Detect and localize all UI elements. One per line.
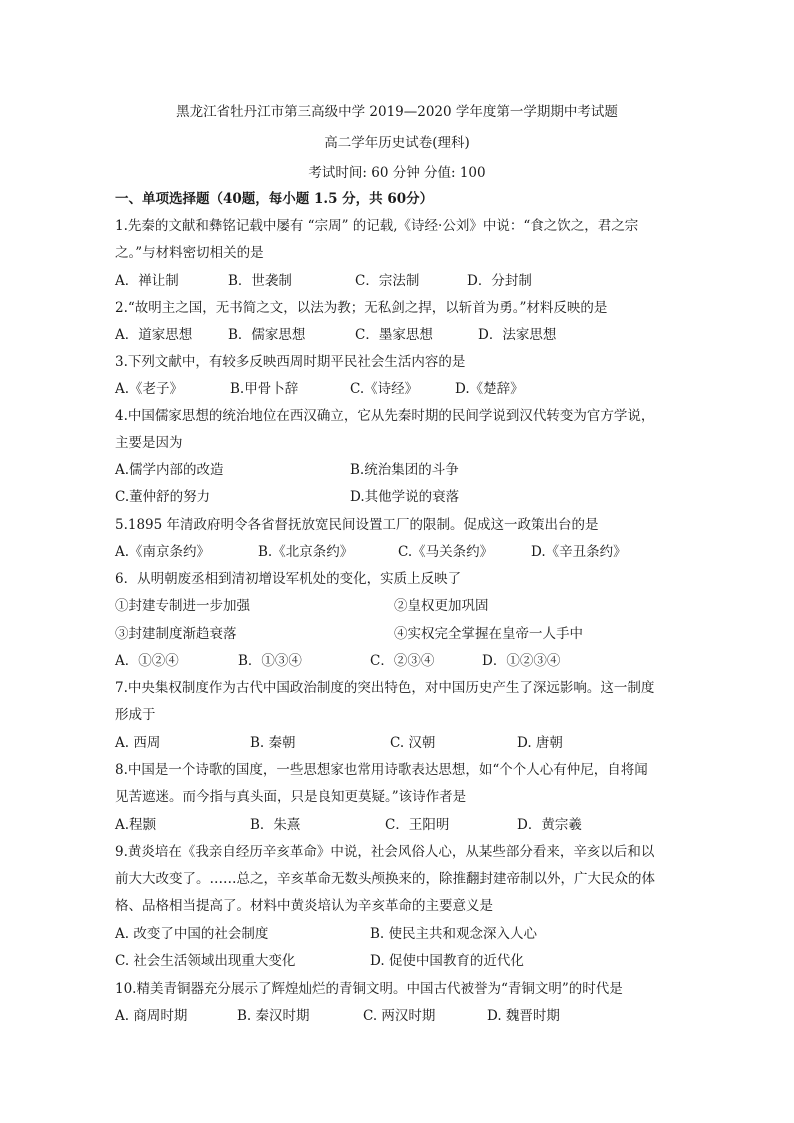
q9-option-c[interactable]: C. 社会生活领域出现重大变化 (115, 953, 296, 969)
question-8-stem-line-2: 见苦遮迷。而今指与真头面，只是良知更莫疑。”该诗作者是 (115, 789, 467, 805)
q8-option-c[interactable]: C．王阳明 (385, 817, 450, 833)
q6-option-c[interactable]: C．②③④ (370, 653, 435, 669)
section-heading: 一、单项选择题（40题，每小题 1.5 分，共 60分） (115, 191, 434, 207)
question-7-stem-line-1: 7.中央集权制度作为古代中国政治制度的突出特色，对中国历史产生了深远影响。这一制度 (115, 680, 655, 696)
q1-option-d[interactable]: D．分封制 (467, 273, 532, 289)
q7-option-d[interactable]: D. 唐朝 (517, 735, 563, 751)
question-1-stem-line-1: 1.先秦的文献和彝铭记载中屡有 “宗周” 的记载,《诗经·公刘》中说：“食之饮之，君之宗 (115, 218, 639, 234)
question-6-stem: 6．从明朝废丞相到清初增设军机处的变化，实质上反映了 (115, 571, 462, 587)
q1-option-a[interactable]: A．禅让制 (115, 273, 179, 289)
question-2-stem: 2.“故明主之国，无书简之文，以法为教；无私剑之捍，以斩首为勇。”材料反映的是 (115, 300, 608, 316)
q6-item-4: ④实权完全掌握在皇帝一人手中 (394, 626, 583, 642)
q10-option-a[interactable]: A. 商周时期 (115, 1008, 188, 1024)
q1-option-c[interactable]: C．宗法制 (355, 273, 420, 289)
q2-option-b[interactable]: B．儒家思想 (228, 327, 306, 343)
q7-option-b[interactable]: B. 秦朝 (250, 735, 296, 751)
q1-option-b[interactable]: B．世袭制 (228, 273, 292, 289)
q5-option-c[interactable]: C.《马关条约》 (398, 544, 494, 560)
exam-info: 考试时间: 60 分钟 分值: 100 (308, 165, 486, 181)
q6-item-3: ③封建制度渐趋衰落 (115, 626, 237, 642)
q5-option-d[interactable]: D.《辛丑条约》 (531, 544, 627, 560)
q9-option-a[interactable]: A. 改变了中国的社会制度 (115, 926, 269, 942)
q2-option-a[interactable]: A．道家思想 (115, 327, 193, 343)
question-10-stem: 10.精美青铜器充分展示了辉煌灿烂的青铜文明。中国古代被誉为“青铜文明”的时代是 (115, 981, 623, 997)
question-4-stem-line-1: 4.中国儒家思想的统治地位在西汉确立，它从先秦时期的民间学说到汉代转变为官方学说， (115, 408, 655, 424)
q6-option-d[interactable]: D．①②③④ (482, 653, 561, 669)
q4-option-c[interactable]: C.董仲舒的努力 (115, 489, 211, 505)
q9-option-b[interactable]: B. 使民主共和观念深入人心 (370, 926, 538, 942)
q4-option-a[interactable]: A.儒学内部的改造 (115, 462, 224, 478)
question-3-stem: 3.下列文献中，有较多反映西周时期平民社会生活内容的是 (115, 354, 466, 370)
q5-option-a[interactable]: A.《南京条约》 (115, 544, 211, 560)
question-1-stem-line-2: 之。”与材料密切相关的是 (115, 245, 264, 261)
q2-option-c[interactable]: C．墨家思想 (355, 327, 433, 343)
q3-option-d[interactable]: D.《楚辞》 (455, 381, 524, 397)
question-9-stem-line-2: 前大大改变了。……总之，辛亥革命无数头颅换来的，除推翻封建帝制以外，广大民众的体 (115, 871, 655, 887)
q6-item-1: ①封建专制进一步加强 (115, 598, 250, 614)
q2-option-d[interactable]: D．法家思想 (478, 327, 557, 343)
q5-option-b[interactable]: B.《北京条约》 (258, 544, 354, 560)
q4-option-d[interactable]: D.其他学说的衰落 (350, 489, 460, 505)
q7-option-c[interactable]: C. 汉朝 (390, 735, 436, 751)
q6-item-2: ②皇权更加巩固 (394, 598, 489, 614)
q10-option-b[interactable]: B. 秦汉时期 (237, 1008, 310, 1024)
question-4-stem-line-2: 主要是因为 (115, 435, 183, 451)
question-9-stem-line-3: 格、品格相当提高了。材料中黄炎培认为辛亥革命的主要意义是 (115, 898, 493, 914)
q3-option-c[interactable]: C.《诗经》 (350, 381, 419, 397)
q4-option-b[interactable]: B.统治集团的斗争 (350, 462, 459, 478)
q10-option-d[interactable]: D. 魏晋时期 (487, 1008, 560, 1024)
exam-subtitle: 高二学年历史试卷(理科) (324, 135, 470, 151)
q8-option-a[interactable]: A.程颢 (115, 817, 157, 833)
q6-option-b[interactable]: B．①③④ (238, 653, 302, 669)
q8-option-d[interactable]: D．黄宗羲 (517, 817, 582, 833)
q10-option-c[interactable]: C. 两汉时期 (363, 1008, 436, 1024)
question-9-stem-line-1: 9.黄炎培在《我亲自经历辛亥革命》中说，社会风俗人心，从某些部分看来，辛亥以后和以 (115, 844, 655, 860)
q3-option-a[interactable]: A.《老子》 (115, 381, 184, 397)
q6-option-a[interactable]: A．①②④ (115, 653, 179, 669)
q8-option-b[interactable]: B．朱熹 (250, 817, 301, 833)
q3-option-b[interactable]: B.甲骨卜辞 (230, 381, 299, 397)
exam-title: 黑龙江省牡丹江市第三高级中学 2019—2020 学年度第一学期期中考试题 (176, 104, 618, 120)
question-7-stem-line-2: 形成于 (115, 707, 156, 723)
question-5-stem: 5.1895 年清政府明令各省督抚放宽民间设置工厂的限制。促成这一政策出台的是 (115, 517, 599, 533)
question-8-stem-line-1: 8.中国是一个诗歌的国度，一些思想家也常用诗歌表达思想，如“个个人心有仲尼，自将闻 (115, 762, 648, 778)
q9-option-d[interactable]: D. 促使中国教育的近代化 (370, 953, 524, 969)
q7-option-a[interactable]: A. 西周 (115, 735, 161, 751)
